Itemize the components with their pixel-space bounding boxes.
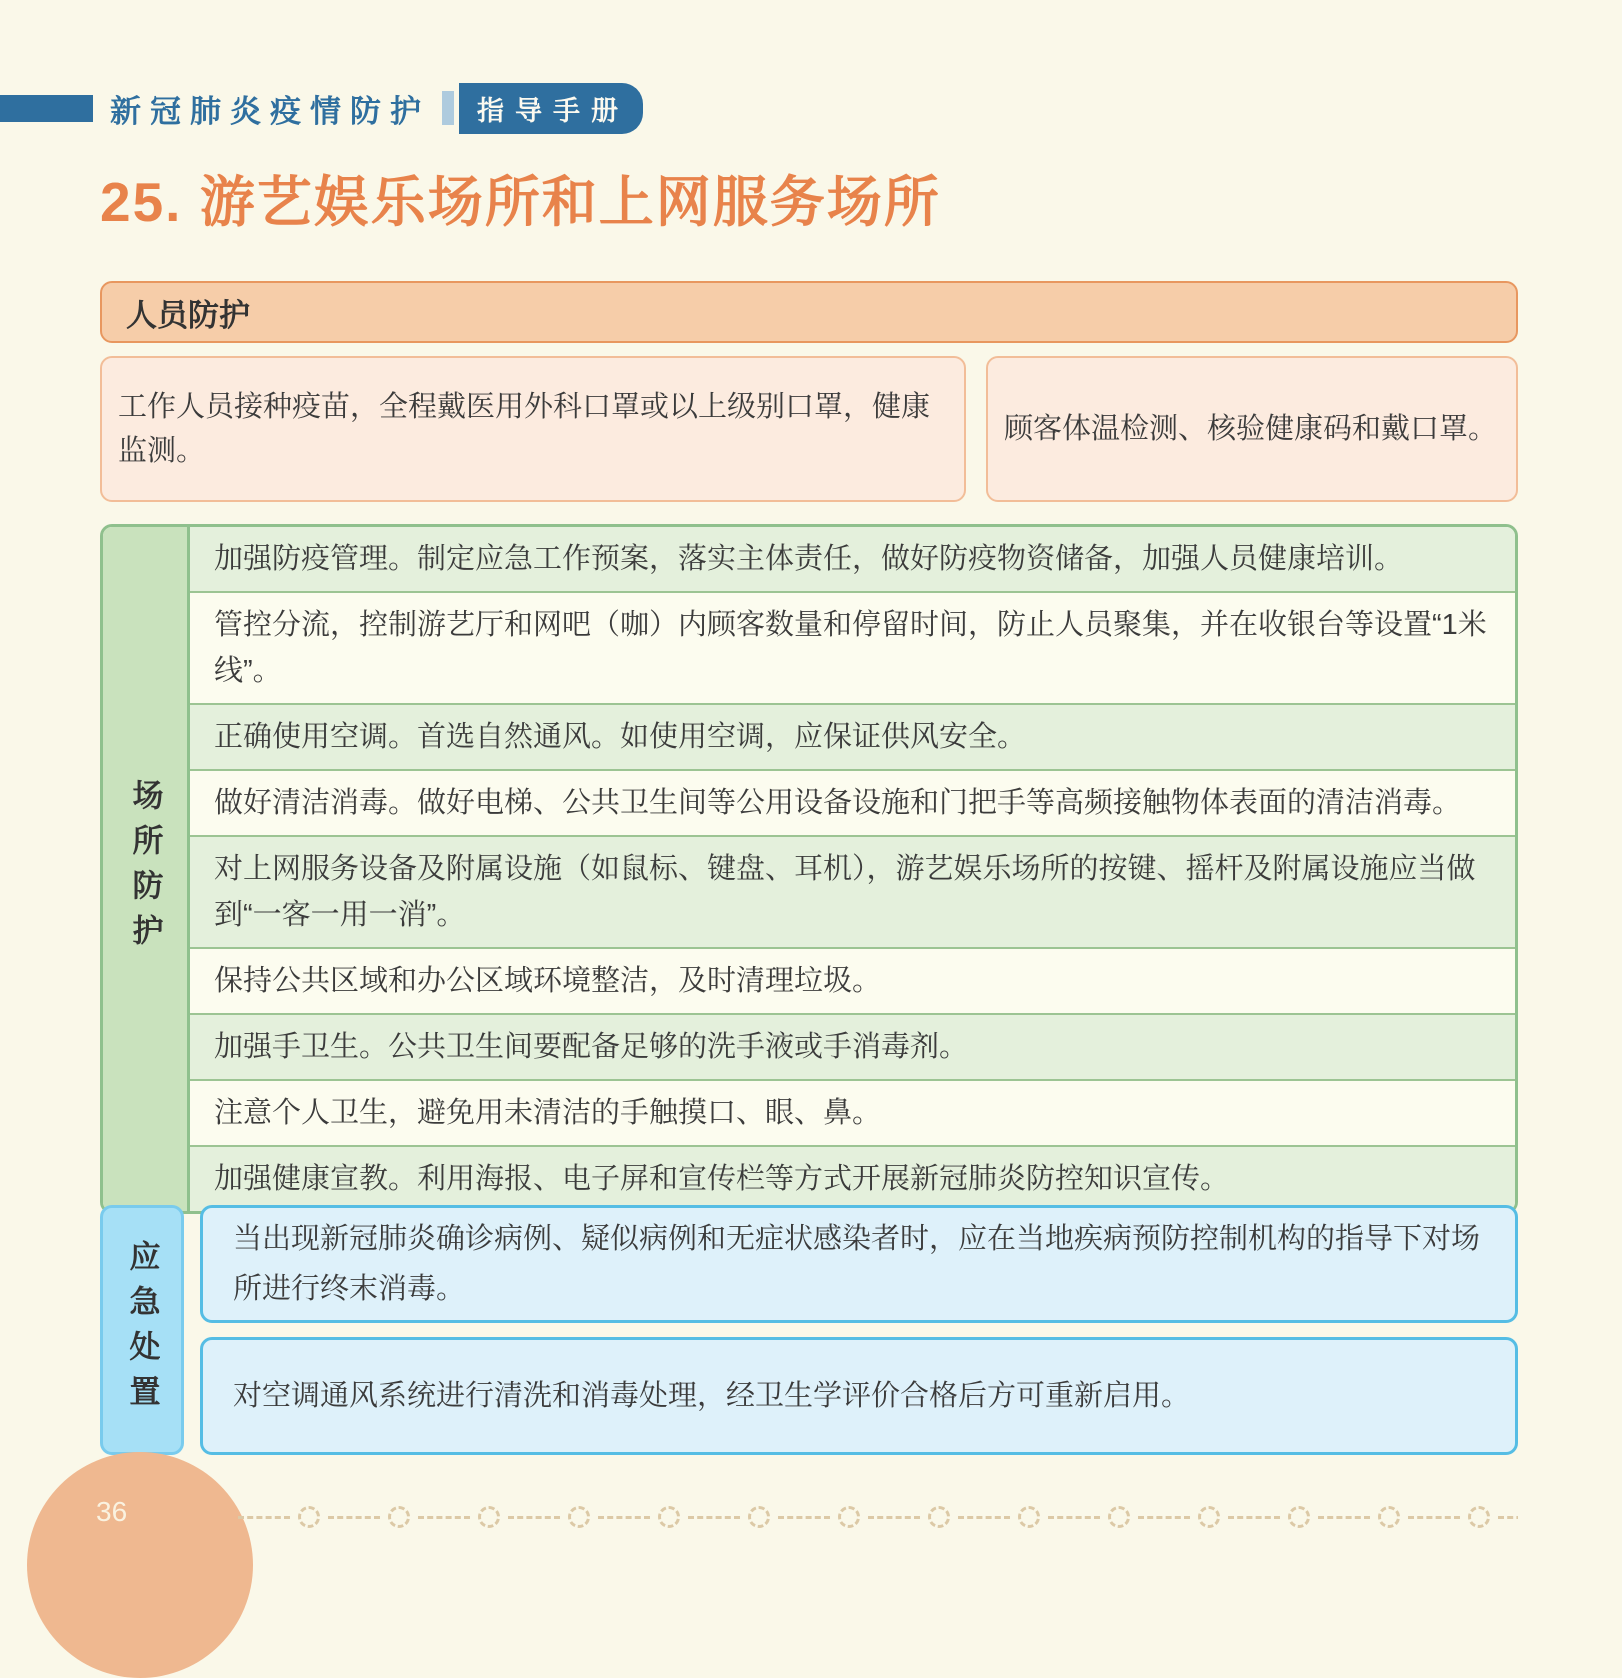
separator-ring	[1198, 1506, 1220, 1528]
separator-dash	[1408, 1516, 1460, 1519]
emergency-handling-rows	[200, 1205, 1518, 1455]
separator-ring	[1018, 1506, 1040, 1528]
emergency-handling-label-col	[100, 1205, 184, 1455]
venue-rule-row: 加强防疫管理。制定应急工作预案，落实主体责任，做好防疫物资储备，加强人员健康培训。	[190, 527, 1515, 591]
personnel-card-staff-text: 工作人员接种疫苗，全程戴医用外科口罩或以上级别口罩，健康监测。	[118, 391, 931, 467]
venue-protection-label-col	[103, 527, 190, 1211]
separator-ring	[298, 1506, 320, 1528]
separator-dash	[328, 1516, 380, 1519]
section-title: 25. 游艺娱乐场所和上网服务场所	[100, 171, 941, 233]
emergency-handling-label: 应急处置	[124, 1240, 160, 1420]
separator-ring	[568, 1506, 590, 1528]
separator-ring	[1378, 1506, 1400, 1528]
separator-ring	[1288, 1506, 1310, 1528]
separator-dash	[958, 1516, 1010, 1519]
venue-protection-label: 场所防护	[127, 779, 163, 959]
separator-ring	[928, 1506, 950, 1528]
separator-dash	[508, 1516, 560, 1519]
emergency-rule-row	[200, 1337, 1518, 1455]
separator-dash	[1318, 1516, 1370, 1519]
separator-ring	[478, 1506, 500, 1528]
separator-dash	[868, 1516, 920, 1519]
badge-accent-stripe	[442, 91, 454, 125]
separator-dash	[1048, 1516, 1100, 1519]
separator-dash	[598, 1516, 650, 1519]
separator-ring	[658, 1506, 680, 1528]
emergency-rule-text: 对空调通风系统进行清洗和消毒处理，经卫生学评价合格后方可重新启用。	[233, 1380, 1191, 1412]
separator-ring	[1468, 1506, 1490, 1528]
separator-ring	[838, 1506, 860, 1528]
separator-dash	[688, 1516, 740, 1519]
header-accent-bar	[0, 95, 93, 122]
venue-rule-row: 正确使用空调。首选自然通风。如使用空调，应保证供风安全。	[190, 703, 1515, 769]
venue-rule-row: 对上网服务设备及附属设施（如鼠标、键盘、耳机），游艺娱乐场所的按键、摇杆及附属设施应当做到“一客一用一消”。	[190, 835, 1515, 947]
separator-ring	[748, 1506, 770, 1528]
personnel-card-customer	[986, 356, 1518, 502]
page-number: 36	[96, 1496, 128, 1527]
venue-rule-row: 加强手卫生。公共卫生间要配备足够的洗手液或手消毒剂。	[190, 1013, 1515, 1079]
venue-rule-row: 管控分流，控制游艺厅和网吧（咖）内顾客数量和停留时间，防止人员聚集，并在收银台等设置“1米线”。	[190, 591, 1515, 703]
venue-rule-row: 注意个人卫生，避免用未清洁的手触摸口、眼、鼻。	[190, 1079, 1515, 1145]
venue-rule-row: 保持公共区域和办公区域环境整洁，及时清理垃圾。	[190, 947, 1515, 1013]
personnel-card-staff	[100, 356, 966, 502]
separator-dash	[418, 1516, 470, 1519]
handbook-badge-wrap	[442, 83, 643, 134]
handbook-badge: 指导手册	[459, 83, 643, 134]
venue-rule-row: 做好清洁消毒。做好电梯、公共卫生间等公用设备设施和门把手等高频接触物体表面的清洁消毒。	[190, 769, 1515, 835]
emergency-handling-section	[100, 1205, 1518, 1455]
page-number-circle	[27, 1452, 253, 1678]
emergency-rule-row	[200, 1205, 1518, 1323]
venue-rule-row: 加强健康宣教。利用海报、电子屏和宣传栏等方式开展新冠肺炎防控知识宣传。	[190, 1145, 1515, 1211]
emergency-rule-text: 当出现新冠肺炎确诊病例、疑似病例和无症状感染者时，应在当地疾病预防控制机构的指导下对场所进行终末消毒。	[233, 1223, 1481, 1305]
separator-dash	[778, 1516, 830, 1519]
separator-dash	[1228, 1516, 1280, 1519]
venue-protection-rows	[190, 527, 1515, 1211]
personnel-cards	[100, 356, 1518, 502]
separator-dash	[1498, 1516, 1518, 1519]
separator-dash	[1138, 1516, 1190, 1519]
handbook-title: 新冠肺炎疫情防护	[110, 93, 430, 129]
dotted-separator	[230, 1504, 1518, 1530]
separator-dash	[238, 1516, 290, 1519]
separator-ring	[388, 1506, 410, 1528]
personnel-protection-header: 人员防护	[100, 281, 1518, 343]
venue-protection-table	[100, 524, 1518, 1214]
personnel-card-customer-text: 顾客体温检测、核验健康码和戴口罩。	[1004, 413, 1498, 445]
separator-ring	[1108, 1506, 1130, 1528]
page-header	[0, 86, 643, 130]
